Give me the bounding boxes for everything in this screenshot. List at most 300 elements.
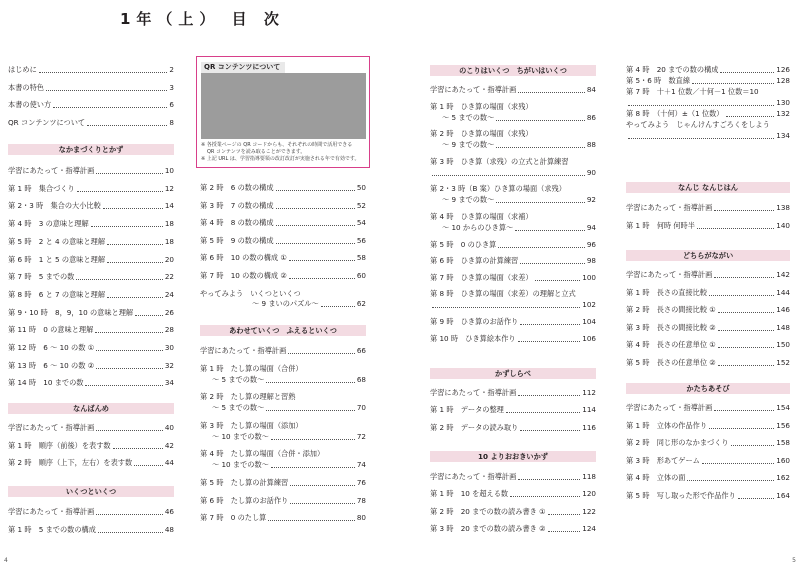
dot-leader (290, 485, 355, 486)
toc-entry (8, 361, 174, 371)
page-number-right: 5 (792, 557, 796, 564)
dot-leader (96, 350, 163, 351)
section-header: あわせていくつ ふえるといくつ (200, 325, 366, 336)
toc-entry (8, 184, 174, 194)
entry-label: 第 8 時 ひき算の場面（求差）の理解と立式 (430, 289, 576, 299)
dot-leader (103, 208, 163, 209)
toc-entry (430, 85, 596, 95)
dot-leader (289, 278, 355, 279)
entry-label: 第 1 時 何時 何時半 (626, 220, 695, 230)
entry-page: 120 (582, 489, 596, 499)
entry-page: 68 (356, 374, 366, 384)
toc-entry (430, 273, 596, 283)
entry-page: 80 (356, 513, 366, 523)
toc-entry (200, 460, 366, 470)
dot-leader (276, 208, 355, 209)
toc-entry (430, 240, 596, 250)
dot-leader (535, 280, 581, 281)
entry-label: 第 13 時 6 ～ 10 の数 ② (8, 360, 95, 370)
toc-entry (626, 421, 790, 431)
entry-label: 第 1 時 データの整理 (430, 405, 504, 415)
toc-entry (430, 168, 596, 178)
entry-label: ～ 5 までの数～ (212, 403, 265, 413)
toc-entry-line (200, 364, 366, 374)
dot-leader (39, 72, 168, 73)
toc-entry-line (626, 87, 790, 97)
toc-entry (8, 525, 174, 535)
toc-entry-line (430, 129, 596, 139)
dot-leader (288, 353, 355, 354)
entry-page: 46 (164, 507, 174, 516)
entry-label: 第 5 時 たし算の計算練習 (200, 478, 289, 487)
dot-leader (271, 439, 355, 440)
dot-leader (520, 324, 580, 325)
dot-leader (718, 365, 775, 366)
entry-page: 34 (164, 378, 174, 388)
dot-leader (91, 226, 163, 227)
dot-leader (96, 368, 163, 369)
entry-label: 第 2・3 時（B 案）ひき算の場面（求残） (430, 184, 566, 194)
entry-label: 第 2 時 たし算の理解と習熟 (200, 392, 296, 402)
entry-label: ～ 9 までの数～ (442, 195, 495, 205)
entry-label: 第 4 時 ひき算の場面（求補） (430, 212, 533, 221)
dot-leader (496, 120, 585, 121)
toc-entry (8, 237, 174, 247)
entry-page: 162 (776, 473, 790, 482)
toc-entry (430, 489, 596, 499)
entry-page: 20 (164, 254, 174, 264)
dot-leader (276, 243, 355, 244)
toc-entry-line (430, 289, 596, 299)
entry-page: 8 (169, 117, 174, 127)
entry-label: 第 7 時 ひき算の場面（求差） (430, 272, 533, 282)
dot-leader (726, 116, 775, 117)
entry-label: 第 3 時 たし算の場面（添加） (200, 420, 303, 430)
entry-page: 122 (582, 506, 596, 516)
entry-label: 第 4 時 長さの任意単位 ① (626, 340, 716, 349)
entry-label: 第 14 時 10 までの数 (8, 378, 84, 388)
dot-leader (107, 244, 163, 245)
entry-label: 第 2 時 順序（上下，左右）を表す数 (8, 458, 133, 467)
dot-leader (714, 410, 774, 411)
entry-label: 第 5 時 9 の数の構成 (200, 235, 274, 245)
dot-leader (266, 382, 355, 383)
entry-page: 156 (776, 420, 790, 430)
toc-entry (8, 255, 174, 265)
toc-entry (626, 491, 790, 501)
entry-page: 134 (776, 131, 790, 140)
dot-leader (714, 210, 774, 211)
entry-label: 第 7 時 5 までの数 (8, 272, 75, 282)
dot-leader (85, 385, 162, 386)
toc-entry (200, 375, 366, 385)
entry-page: 130 (776, 98, 790, 107)
toc-entry (8, 458, 174, 468)
dot-leader (53, 107, 167, 108)
section-header: なかまづくりとかず (8, 144, 174, 155)
entry-page: 40 (164, 423, 174, 432)
entry-page: 146 (776, 305, 790, 314)
dot-leader (96, 514, 163, 515)
entry-label: 学習にあたって・指導計画 (626, 403, 713, 412)
dot-leader (77, 191, 163, 192)
entry-label: 第 5 時 写し取った形で作品作り (626, 490, 736, 500)
entry-label: 第 10 時 ひき算絵本作り (430, 333, 516, 343)
entry-page: 26 (164, 307, 174, 317)
toc-column-1 (8, 0, 174, 568)
dot-leader (96, 430, 163, 431)
entry-label: ～ 5 までの数～ (212, 374, 265, 384)
entry-page: 140 (776, 220, 790, 230)
dot-leader (76, 279, 163, 280)
toc-entry (200, 201, 366, 211)
entry-label: ～ 9 までの数～ (442, 140, 495, 150)
toc-entry-line (430, 212, 596, 222)
toc-entry (626, 65, 790, 75)
toc-entry (626, 221, 790, 231)
dot-leader (709, 428, 774, 429)
toc-entry (200, 346, 366, 356)
toc-entry (8, 219, 174, 229)
toc-entry (200, 253, 366, 263)
entry-label: 学習にあたって・指導計画 (626, 203, 713, 212)
entry-page: 150 (776, 340, 790, 349)
dot-leader (432, 175, 585, 176)
entry-label: 第 8 時 （十何）±（1 位数） (626, 109, 724, 118)
toc-entry (8, 118, 174, 128)
entry-page: 56 (356, 235, 366, 245)
dot-leader (548, 514, 581, 515)
dot-leader (628, 138, 774, 139)
entry-label: 第 1 時 ひき算の場面（求残） (430, 101, 533, 111)
entry-page: 18 (164, 236, 174, 246)
toc-entry-line (430, 157, 596, 167)
toc-entry-line (430, 184, 596, 194)
entry-label: 第 3 時 20 までの数の読み書き ② (430, 524, 546, 534)
toc-entry (430, 140, 596, 150)
dot-leader (113, 448, 163, 449)
entry-page: 92 (586, 195, 596, 205)
entry-label: 第 5 時 長さの任意単位 ② (626, 357, 716, 367)
toc-entry (430, 524, 596, 534)
dot-leader (432, 307, 580, 308)
entry-label: 第 12 時 6 ～ 10 の数 ① (8, 343, 95, 352)
toc-entry (626, 438, 790, 448)
entry-page: 154 (776, 403, 790, 412)
entry-page: 160 (776, 455, 790, 465)
entry-page: 104 (582, 317, 596, 326)
entry-label: 第 8 時 6 と 7 の意味と理解 (8, 289, 106, 299)
toc-entry (626, 305, 790, 315)
toc-entry (8, 166, 174, 176)
entry-label: 学習にあたって・指導計画 (430, 85, 517, 94)
entry-page: 66 (356, 346, 366, 355)
toc-entry (200, 271, 366, 281)
entry-page: 94 (586, 223, 596, 232)
section-header: のこりはいくつ ちがいはいくつ (430, 65, 596, 76)
toc-entry (430, 223, 596, 233)
dot-leader (321, 306, 355, 307)
entry-label: ～ 10 までの数～ (212, 460, 269, 470)
entry-label: 第 2 時 ひき算の場面（求残） (430, 129, 533, 139)
entry-page: 70 (356, 403, 366, 413)
toc-entry (8, 325, 174, 335)
entry-label: 学習にあたって・指導計画 (430, 472, 517, 481)
entry-label: 第 3 時 形あてゲーム (626, 455, 700, 465)
toc-entry (8, 308, 174, 318)
entry-page: 124 (582, 524, 596, 534)
toc-entry (626, 403, 790, 413)
entry-label: 第 7 時 十＋1 位数／十何－1 位数＝10 (626, 87, 759, 96)
toc-entry (200, 183, 366, 193)
entry-page: 128 (776, 76, 790, 85)
entry-label: 第 1 時 10 を超える数 (430, 489, 509, 499)
entry-label: 本書の特色 (8, 82, 44, 92)
entry-page: 164 (776, 490, 790, 500)
entry-label: 学習にあたって・指導計画 (8, 423, 95, 432)
dot-leader (268, 520, 355, 521)
entry-page: 32 (164, 360, 174, 370)
entry-page: 18 (164, 219, 174, 229)
toc-entry (430, 472, 596, 482)
toc-entry (430, 300, 596, 310)
entry-label: 第 7 時 10 の数の構成 ② (200, 271, 287, 280)
toc-entry (8, 343, 174, 353)
entry-label: ～ 9 まいのパズル～ (252, 299, 319, 308)
entry-label: はじめに (8, 65, 37, 74)
dot-leader (98, 532, 163, 533)
qr-note-1: ※ 各授業ページの QR コードからも、それぞれの時間で活用できる (201, 142, 353, 148)
toc-entry (626, 473, 790, 483)
entry-page: 88 (586, 140, 596, 150)
dot-leader (506, 412, 580, 413)
dot-leader (709, 295, 774, 296)
toc-entry (200, 218, 366, 228)
toc-entry (626, 358, 790, 368)
entry-label: 第 6 時 ひき算の計算練習 (430, 256, 519, 266)
entry-page: 84 (586, 85, 596, 94)
dot-leader (738, 498, 775, 499)
page-title: 1年（上） 目 次 (120, 10, 285, 28)
entry-label: ～ 10 までの数～ (212, 431, 269, 441)
entry-label: 第 9 時 ひき算のお話作り (430, 317, 519, 326)
toc-entry (626, 456, 790, 466)
entry-page: 2 (169, 65, 174, 74)
entry-page: 106 (582, 333, 596, 343)
toc-entry (430, 405, 596, 415)
entry-page: 152 (776, 357, 790, 367)
entry-page: 72 (356, 431, 366, 441)
entry-label: 第 7 時 0 のたし算 (200, 513, 267, 523)
toc-entry (626, 76, 790, 86)
dot-leader (498, 247, 585, 248)
entry-label: 本書の使い方 (8, 100, 52, 109)
dot-leader (96, 173, 163, 174)
entry-page: 50 (356, 183, 366, 192)
qr-note-2: ※ 上記 URL は、学習指導要領の改訂改訂が実施される年で有効です。 (201, 156, 360, 162)
dot-leader (271, 467, 355, 468)
toc-entry (8, 201, 174, 211)
section-header: いくつといくつ (8, 486, 174, 497)
dot-leader (628, 105, 774, 106)
dot-leader (518, 479, 580, 480)
dot-leader (496, 202, 585, 203)
entry-page: 158 (776, 438, 790, 447)
entry-label: ～ 10 からのひき算～ (442, 223, 514, 232)
entry-label: 第 1 時 集合づくり (8, 183, 75, 193)
entry-label: 第 1 時 順序（前後）を表す数 (8, 440, 111, 450)
toc-entry (626, 288, 790, 298)
entry-label: 第 6 時 1 と 5 の意味と理解 (8, 254, 106, 264)
toc-entry (430, 388, 596, 398)
entry-label: 第 2 時 20 までの数の読み書き ① (430, 506, 546, 516)
toc-entry-line (430, 102, 596, 112)
toc-entry (626, 270, 790, 280)
dot-leader (731, 445, 775, 446)
entry-page: 112 (582, 388, 596, 397)
entry-page: 60 (356, 271, 366, 280)
toc-entry (430, 507, 596, 517)
entry-label: 第 4 時 たし算の場面（合併・添加） (200, 449, 325, 459)
entry-label: 第 1 時 立体の作品作り (626, 420, 708, 430)
entry-label: 第 3 時 7 の数の構成 (200, 200, 274, 210)
dot-leader (692, 83, 774, 84)
entry-page: 132 (776, 109, 790, 118)
toc-entry (626, 203, 790, 213)
entry-label: 第 5 時 0 のひき算 (430, 239, 497, 249)
entry-page: 142 (776, 270, 790, 279)
dot-leader (289, 260, 355, 261)
entry-page: 144 (776, 287, 790, 297)
toc-entry (626, 131, 790, 141)
toc-entry (8, 100, 174, 110)
section-header: なんばんめ (8, 403, 174, 414)
entry-page: 28 (164, 325, 174, 335)
toc-entry (430, 334, 596, 344)
dot-leader (510, 496, 580, 497)
dot-leader (107, 262, 163, 263)
entry-label: 第 4 時 20 までの数の構成 (626, 65, 719, 74)
toc-entry (626, 323, 790, 333)
entry-label: 第 1 時 長さの直接比較 (626, 287, 708, 297)
toc-entry (200, 403, 366, 413)
toc-entry (626, 340, 790, 350)
entry-page: 148 (776, 322, 790, 332)
toc-entry (430, 317, 596, 327)
dot-leader (687, 480, 774, 481)
dot-leader (134, 465, 163, 466)
toc-entry (626, 98, 790, 108)
toc-entry (200, 513, 366, 523)
toc-entry-line (200, 449, 366, 459)
entry-page: 74 (356, 460, 366, 470)
qr-placeholder-image (201, 73, 366, 139)
entry-page: 138 (776, 203, 790, 212)
dot-leader (702, 463, 774, 464)
dot-leader (496, 147, 585, 148)
entry-label: 第 2 時 長さの間接比較 ① (626, 305, 716, 314)
toc-column-4 (626, 0, 790, 568)
entry-label: ～ 5 までの数～ (442, 112, 495, 122)
entry-label: 学習にあたって・指導計画 (8, 507, 95, 516)
dot-leader (87, 125, 167, 126)
entry-page: 30 (164, 343, 174, 352)
toc-entry (8, 290, 174, 300)
toc-entry (626, 109, 790, 119)
entry-page: 44 (164, 458, 174, 467)
entry-page: 98 (586, 256, 596, 266)
dot-leader (276, 190, 355, 191)
toc-entry (8, 507, 174, 517)
entry-label: 第 1 時 5 までの数の構成 (8, 524, 96, 534)
toc-entry (430, 256, 596, 266)
page-number-left: 4 (4, 557, 8, 564)
qr-box-title: QR コンテンツについて (201, 62, 285, 73)
entry-label: 第 4 時 立体の面 (626, 473, 686, 482)
entry-page: 126 (776, 65, 790, 74)
dot-leader (290, 503, 355, 504)
dot-leader (95, 332, 163, 333)
entry-page: 6 (169, 100, 174, 109)
dot-leader (520, 430, 580, 431)
entry-page: 58 (356, 253, 366, 263)
entry-label: 第 4 時 8 の数の構成 (200, 218, 274, 228)
entry-label: 第 6 時 たし算のお話作り (200, 495, 289, 505)
dot-leader (697, 228, 774, 229)
entry-label: 学習にあたって・指導計画 (8, 166, 95, 175)
entry-label: やってみよう じゃんけんすごろくをしよう (626, 120, 770, 129)
entry-page: 96 (586, 239, 596, 249)
entry-label: 第 2 時 同じ形のなかまづくり (626, 438, 729, 447)
dot-leader (518, 395, 580, 396)
entry-label: 第 3 時 長さの間接比較 ② (626, 322, 716, 332)
entry-page: 102 (582, 300, 596, 310)
dot-leader (515, 230, 585, 231)
entry-label: 学習にあたって・指導計画 (626, 270, 713, 279)
toc-column-3 (430, 0, 596, 568)
entry-page: 116 (582, 422, 596, 432)
dot-leader (714, 277, 774, 278)
entry-page: 118 (582, 472, 596, 481)
dot-leader (720, 72, 774, 73)
toc-entry (430, 423, 596, 433)
entry-label: 第 5・6 時 数直線 (626, 76, 691, 85)
entry-page: 24 (164, 289, 174, 299)
entry-page: 90 (586, 167, 596, 177)
toc-entry (8, 83, 174, 93)
dot-leader (520, 263, 585, 264)
entry-page: 22 (164, 272, 174, 282)
entry-label: 第 6 時 10 の数の構成 ① (200, 253, 287, 263)
section-header: 10 よりおおきいかず (430, 451, 596, 462)
toc-entry (430, 113, 596, 123)
entry-label: 第 2 時 6 の数の構成 (200, 183, 274, 192)
entry-label: 第 9・10 時 8，9，10 の意味と理解 (8, 307, 134, 317)
section-header: かたちあそび (626, 383, 790, 394)
toc-entry-line (626, 120, 790, 130)
dot-leader (548, 531, 581, 532)
toc-entry (8, 441, 174, 451)
entry-page: 42 (164, 440, 174, 450)
qr-note-1b: QR コンテンツを読み取ることができます。 (207, 149, 306, 155)
toc-entry-line (200, 421, 366, 431)
dot-leader (107, 297, 163, 298)
toc-entry (8, 272, 174, 282)
toc-entry (200, 432, 366, 442)
entry-page: 52 (356, 200, 366, 210)
dot-leader (718, 330, 775, 331)
entry-page: 3 (169, 82, 174, 92)
